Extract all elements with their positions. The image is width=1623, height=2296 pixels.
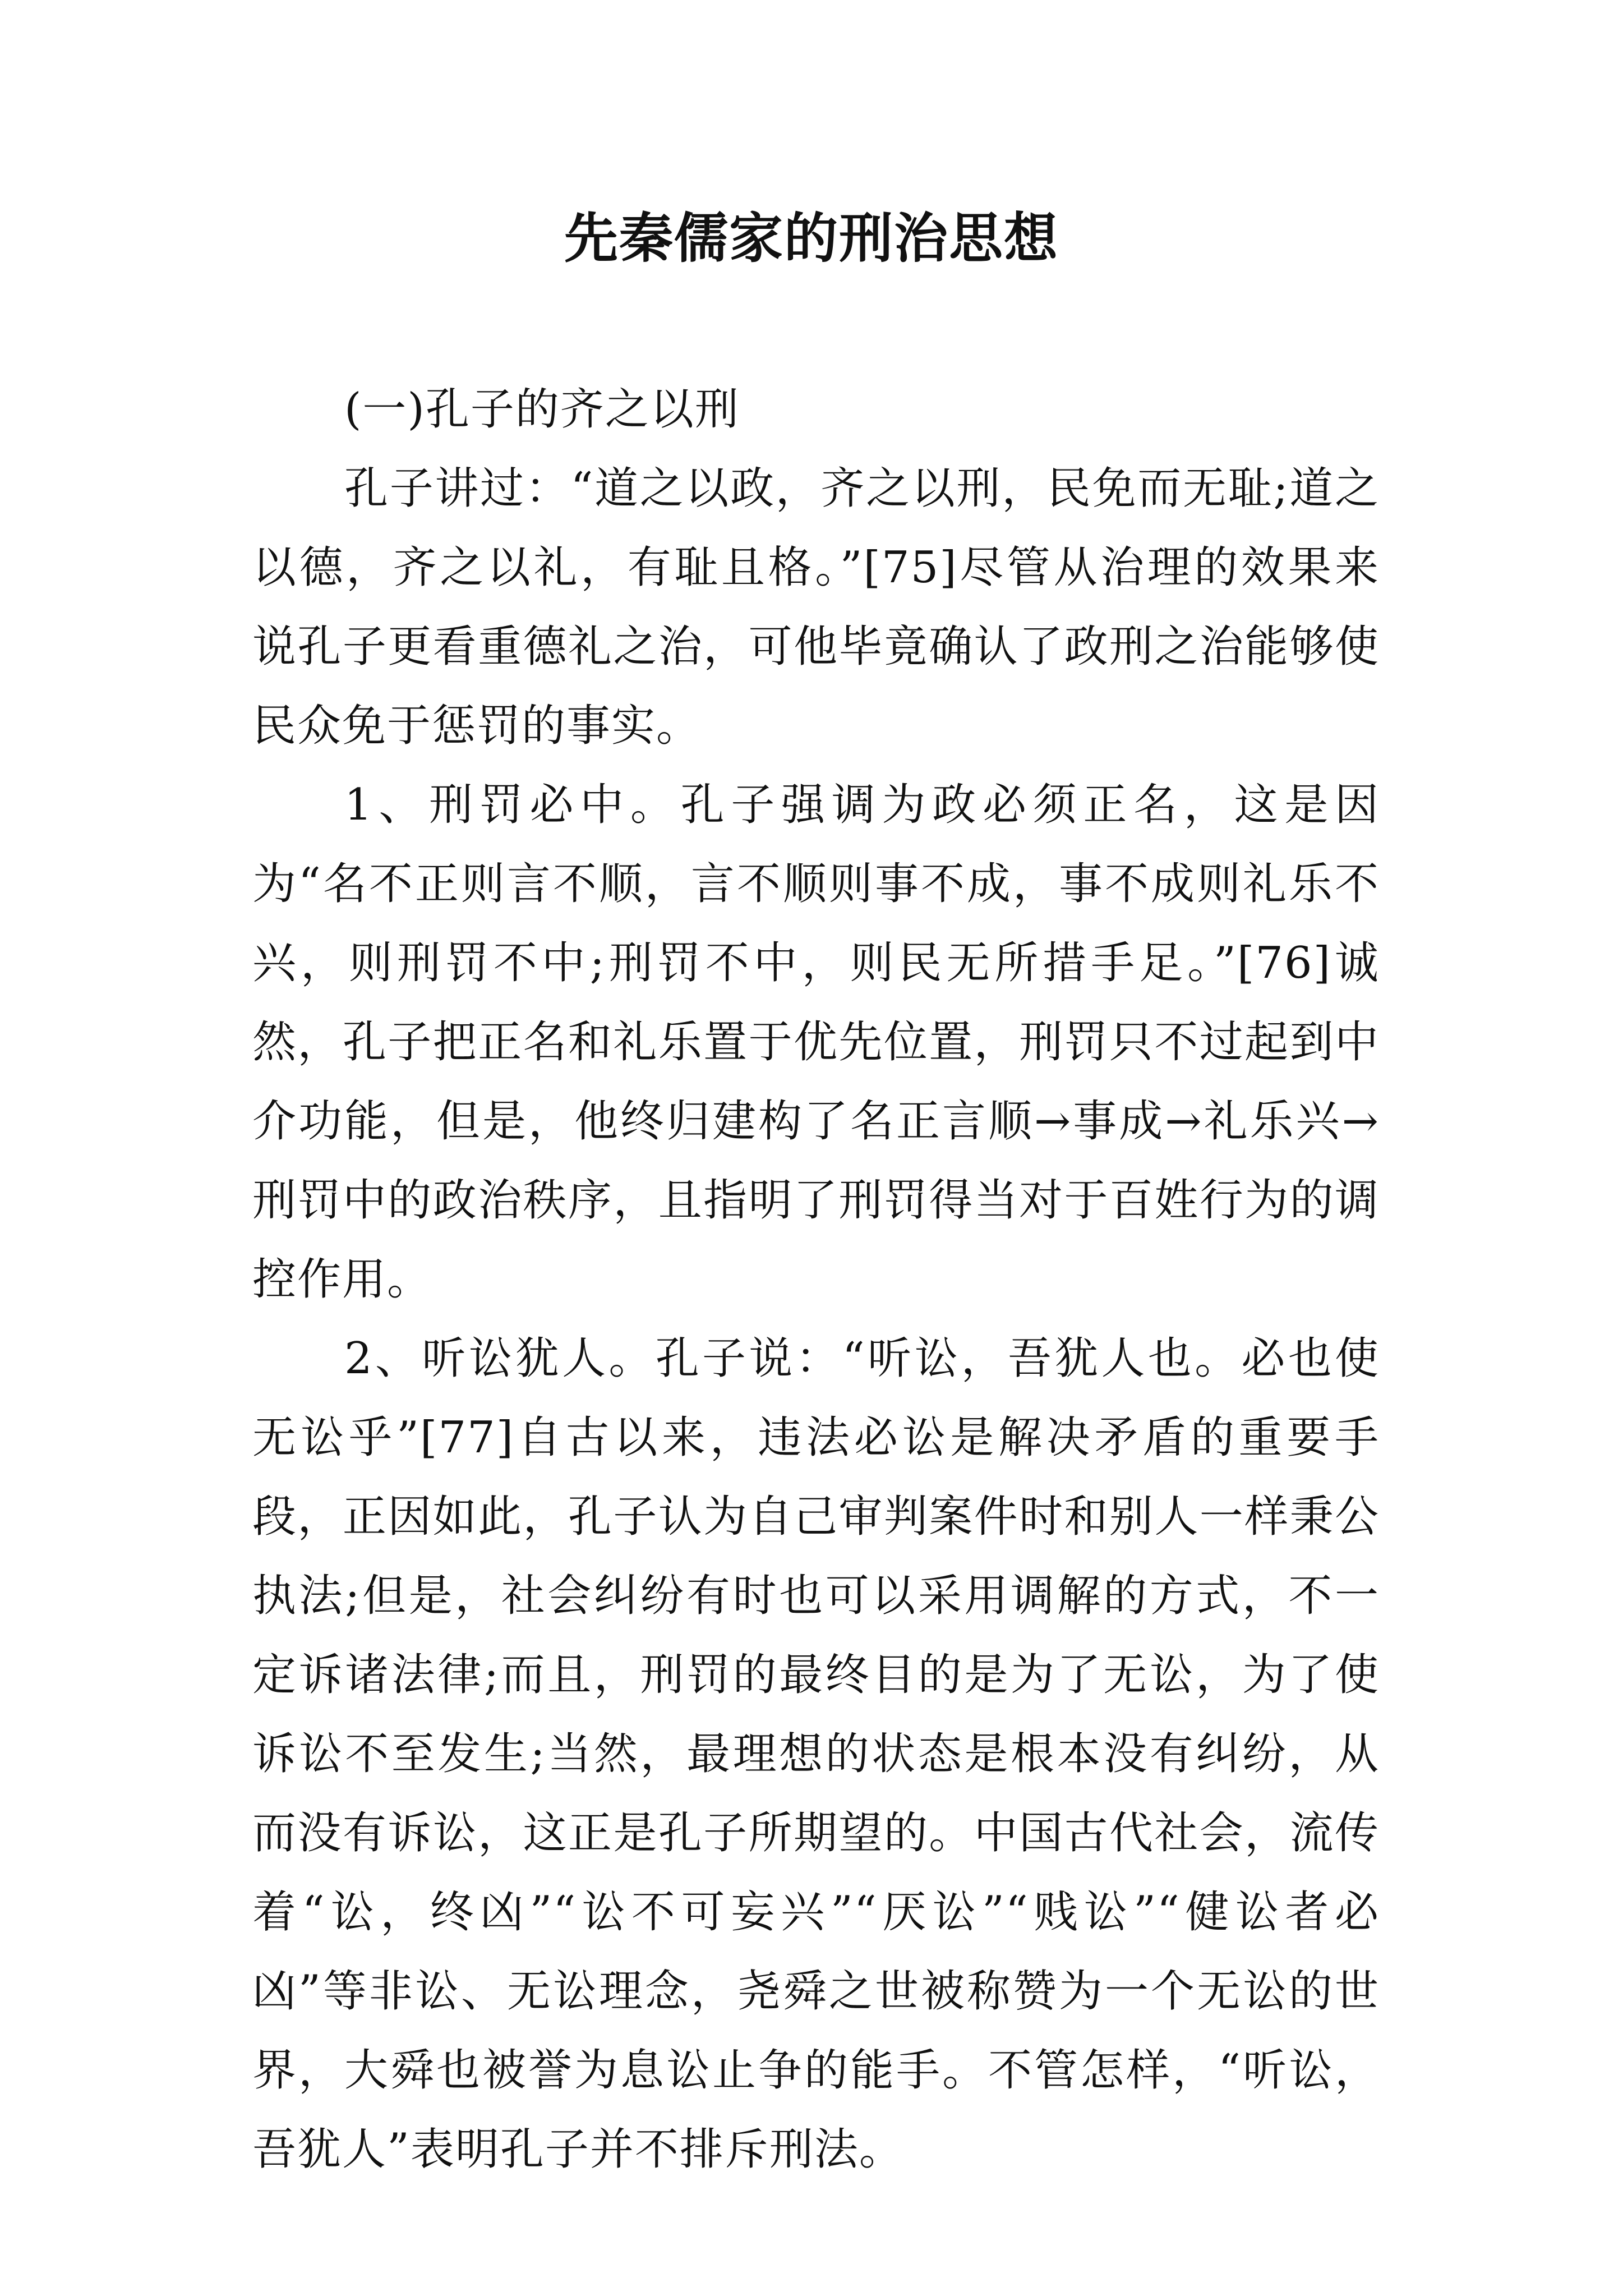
document-body bbox=[252, 370, 1380, 2189]
paragraph-intro: 孔子讲过：“道之以政，齐之以刑，民免而无耻;道之以德，齐之以礼，有耻且格。”[75]尽管从治理的效果来说孔子更看重德礼之治，可他毕竟确认了政刑之治能够使民众免于惩罚的事实。 bbox=[252, 463, 1380, 751]
section-heading: (一)孔子的齐之以刑 bbox=[344, 384, 740, 435]
paragraph-point-2: 2、听讼犹人。孔子说：“听讼，吾犹人也。必也使无讼乎”[77]自古以来，违法必讼是解决矛盾的重要手段，正因如此，孔子认为自己审判案件时和别人一样秉公执法;但是，社会纠纷有时也可以采用调解的方式，不一定诉诸法律;而且，刑罚的最终目的是为了无讼，为了使诉讼不至发生;当然，最理想的状态是根本没有纠纷，从而没有诉讼，这正是孔子所期望的。中国古代社会，流传着“讼，终凶”“讼不可妄兴”“厌讼”“贱讼”“健讼者必凶”等非讼、无讼理念，尧舜之世被称赞为一个无讼的世界，大舜也被誉为息讼止争的能手。不管怎样，“听讼，吾犹人”表明孔子并不排斥刑法。 bbox=[252, 1333, 1380, 2175]
paragraph-point-1: 1、刑罚必中。孔子强调为政必须正名，这是因为“名不正则言不顺，言不顺则事不成，事不成则礼乐不兴，则刑罚不中;刑罚不中，则民无所措手足。”[76]诚然，孔子把正名和礼乐置于优先位置，刑罚只不过起到中介功能，但是，他终归建构了名正言顺→事成→礼乐兴→刑罚中的政治秩序，且指明了刑罚得当对于百姓行为的调控作用。 bbox=[252, 780, 1380, 1305]
document-title: 先秦儒家的刑治思想 bbox=[564, 207, 1059, 270]
